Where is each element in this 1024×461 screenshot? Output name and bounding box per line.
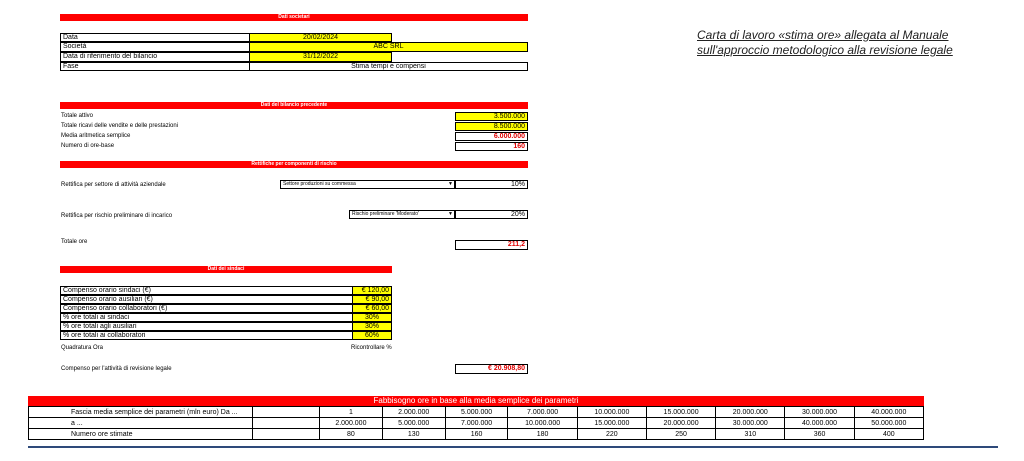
table-cell: 7.000.000 [445, 418, 508, 429]
table-row [29, 418, 924, 429]
sindaci-value-compenso-collaboratori[interactable]: € 60,00 [352, 304, 392, 313]
row-a-label: a ... [29, 418, 253, 429]
fabbisogno-header: Fabbisogno ore in base alla media semplice dei parametri [28, 396, 924, 406]
table-row [29, 407, 924, 418]
settore-dropdown[interactable] [280, 180, 455, 189]
rettifiche-header: Rettifiche per componenti di rischio [60, 161, 528, 168]
chevron-down-icon[interactable]: ▼ [448, 211, 453, 217]
table-cell: 180 [508, 429, 577, 440]
societari-value-data[interactable]: 20/02/2024 [249, 33, 392, 42]
table-cell: 1 [320, 407, 383, 418]
sindaci-header: Dati dei sindaci [60, 266, 392, 273]
societari-label-data-bilancio: Data di riferimento del bilancio [60, 52, 250, 62]
table-cell: 20.000.000 [646, 418, 715, 429]
table-cell: 80 [320, 429, 383, 440]
quadratura-value: Ricontrollare % [351, 345, 392, 351]
bilancio-value-ricavi[interactable]: 8.500.000 [455, 122, 528, 131]
manual-note-line1: Carta di lavoro «stima ore» allegata al Manuale [697, 28, 949, 42]
table-row [29, 429, 924, 440]
table-cell: 310 [716, 429, 785, 440]
chevron-down-icon[interactable]: ▼ [448, 181, 453, 187]
totale-ore-value: 211,2 [455, 240, 528, 250]
sindaci-value-pct-collaboratori[interactable]: 60% [352, 331, 392, 340]
table-cell: 10.000.000 [508, 418, 577, 429]
bilancio-value-ore-base: 160 [455, 142, 528, 151]
quadratura-label: Quadratura Ora [61, 345, 104, 351]
table-cell: 5.000.000 [382, 418, 445, 429]
sindaci-value-compenso-ausiliari[interactable]: € 90,00 [352, 295, 392, 304]
sindaci-value-pct-ausiliari[interactable]: 30% [352, 322, 392, 331]
settore-percent: 10% [455, 180, 528, 189]
spacer-cell [253, 418, 320, 429]
table-cell: 400 [854, 429, 923, 440]
sindaci-label-compenso-collaboratori: Compenso orario collaboratori (€) [60, 304, 353, 313]
bottom-rule [28, 446, 998, 448]
table-cell: 20.000.000 [716, 407, 785, 418]
table-cell: 360 [785, 429, 854, 440]
societari-label-fase: Fase [60, 62, 250, 71]
rettifica-rischio-label: Rettifica per rischio preliminare di incarico [61, 213, 173, 219]
table-cell: 15.000.000 [646, 407, 715, 418]
row-da-label: Fascia media semplice dei parametri (mln euro) Da ... [29, 407, 253, 418]
spacer-cell [253, 407, 320, 418]
table-cell: 30.000.000 [716, 418, 785, 429]
table-cell: 2.000.000 [382, 407, 445, 418]
bilancio-label-attivo: Totale attivo [61, 113, 94, 119]
table-cell: 15.000.000 [577, 418, 646, 429]
table-cell: 5.000.000 [445, 407, 508, 418]
table-cell: 130 [382, 429, 445, 440]
societari-value-data-bilancio[interactable]: 31/12/2022 [249, 52, 392, 62]
settore-dropdown-value: Settore produzioni su commessa [283, 181, 356, 187]
compenso-revisione-label: Compenso per l'attività di revisione legale [61, 366, 172, 372]
societari-header: Dati societari [60, 14, 528, 21]
fabbisogno-table [28, 406, 924, 440]
sindaci-label-pct-ausiliari: % ore totali agli ausiliari [60, 322, 353, 331]
sindaci-label-compenso-sindaci: Compenso orario sindaci (€) [60, 286, 353, 295]
societari-label-data: Data [60, 33, 250, 42]
bilancio-label-ore-base: Numero di ore-base [61, 143, 115, 149]
rettifica-settore-label: Rettifica per settore di attività aziendale [61, 182, 166, 188]
sindaci-value-compenso-sindaci[interactable]: € 120,00 [352, 286, 392, 295]
sindaci-label-pct-collaboratori: % ore totali ai collaboratori [60, 331, 353, 340]
bilancio-value-attivo[interactable]: 3.500.000 [455, 112, 528, 121]
totale-ore-label: Totale ore [61, 239, 88, 245]
societari-label-societa: Società [60, 42, 250, 52]
table-cell: 250 [646, 429, 715, 440]
sindaci-label-pct-sindaci: % ore totali ai sindaci [60, 313, 353, 322]
sindaci-label-compenso-ausiliari: Compenso orario ausiliari (€) [60, 295, 353, 304]
societari-value-fase[interactable]: Stima tempi e compensi [249, 62, 528, 71]
table-cell: 40.000.000 [785, 418, 854, 429]
table-cell: 40.000.000 [854, 407, 923, 418]
row-ore-label: Numero ore stimate [29, 429, 253, 440]
spacer-cell [253, 429, 320, 440]
rischio-percent: 20% [455, 210, 528, 219]
compenso-revisione-value: € 20.908,80 [455, 364, 528, 374]
rischio-dropdown[interactable] [349, 210, 455, 219]
table-cell: 7.000.000 [508, 407, 577, 418]
bilancio-label-ricavi: Totale ricavi delle vendite e delle prestazioni [61, 123, 179, 129]
table-cell: 30.000.000 [785, 407, 854, 418]
bilancio-value-media: 6.000.000 [455, 132, 528, 141]
table-cell: 10.000.000 [577, 407, 646, 418]
bilancio-header: Dati del bilancio precedente [60, 102, 528, 109]
table-cell: 220 [577, 429, 646, 440]
manual-note [697, 28, 953, 58]
sindaci-value-pct-sindaci[interactable]: 30% [352, 313, 392, 322]
table-cell: 160 [445, 429, 508, 440]
bilancio-label-media: Media aritmetica semplice [61, 133, 131, 139]
manual-note-line2: sull'approccio metodologico alla revisione legale [697, 43, 953, 57]
rischio-dropdown-value: Rischio preliminare 'Moderato' [352, 211, 419, 217]
table-cell: 50.000.000 [854, 418, 923, 429]
table-cell: 2.000.000 [320, 418, 383, 429]
societari-value-societa[interactable]: ABC SRL [249, 42, 528, 52]
